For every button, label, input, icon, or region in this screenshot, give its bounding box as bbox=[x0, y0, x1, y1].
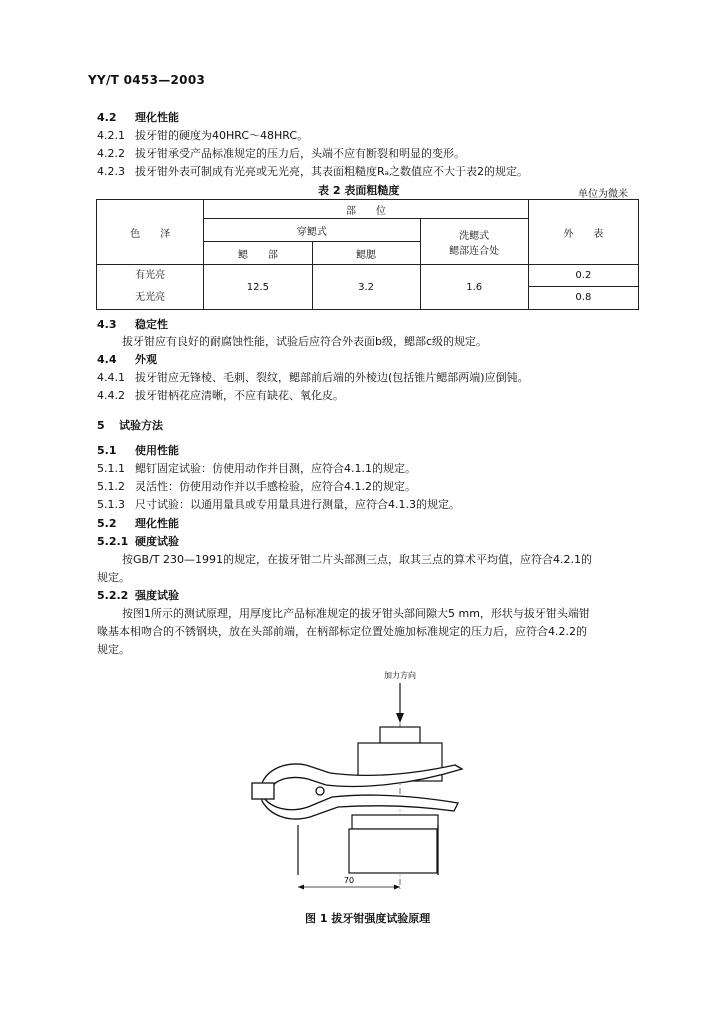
col-color-header: 色 泽 bbox=[97, 200, 204, 265]
col-wash-label: 洗鳃式 bbox=[459, 230, 490, 242]
clause-4-4-2: 4.4.2 拔牙钳柄花应清晰，不应有缺花、氧化皮。 bbox=[97, 389, 344, 402]
section-4-2-heading: 4.2 理化性能 bbox=[97, 111, 179, 124]
table-2-unit: 单位为微米 bbox=[578, 189, 628, 200]
col-wash-header bbox=[420, 219, 528, 265]
col-jaw-header: 鳃 部 bbox=[204, 242, 312, 265]
figure-1-caption: 图 1 拔牙钳强度试验原理 bbox=[305, 912, 431, 925]
dimension-line bbox=[298, 885, 400, 890]
support-base bbox=[349, 829, 437, 873]
forceps-shape bbox=[252, 764, 462, 819]
value-gill: 3.2 bbox=[312, 265, 420, 310]
col-through-header: 穿鳃式 bbox=[204, 219, 420, 242]
value-wash: 1.6 bbox=[420, 265, 528, 310]
section-5-2-1-heading: 5.2.1 硬度试验 bbox=[97, 535, 179, 548]
col-gill-header: 鳃腮 bbox=[312, 242, 420, 265]
section-5-heading: 5 试验方法 bbox=[97, 419, 163, 432]
value-jaw: 12.5 bbox=[204, 265, 312, 310]
dimension-value: 70 bbox=[343, 876, 355, 885]
force-direction-label: 加力方向 bbox=[384, 671, 416, 680]
press-pin bbox=[380, 727, 420, 743]
section-4-3-heading: 4.3 稳定性 bbox=[97, 318, 168, 331]
section-5-2-2-heading: 5.2.2 强度试验 bbox=[97, 589, 179, 602]
value-outer-matte: 0.8 bbox=[575, 292, 592, 303]
section-4-4-heading: 4.4 外观 bbox=[97, 353, 157, 366]
clause-5-1-3: 5.1.3 尺寸试验：以通用量具或专用量具进行测量，应符合4.1.3的规定。 bbox=[97, 498, 460, 511]
outer-values-cell bbox=[528, 265, 638, 310]
col-wash-sub-label: 鳃部连合处 bbox=[449, 245, 500, 257]
col-outer-header: 外 表 bbox=[528, 200, 638, 265]
section-5-2-2-text-3: 规定。 bbox=[97, 643, 130, 656]
section-4-3-text: 拔牙钳应有良好的耐腐蚀性能，试验后应符合外表面b级，鳃部c级的规定。 bbox=[122, 335, 488, 348]
support-plate bbox=[352, 815, 438, 829]
clause-5-1-1: 5.1.1 鳃钉固定试验：仿使用动作并目测，应符合4.1.1的规定。 bbox=[97, 462, 416, 475]
table-2-caption: 表 2 表面粗糙度 bbox=[318, 184, 400, 197]
document-code: YY/T 0453—2003 bbox=[88, 73, 206, 87]
row-matte-label: 无光亮 bbox=[135, 292, 166, 303]
clause-5-1-2: 5.1.2 灵活性：仿使用动作并以手感检验，应符合4.1.2的规定。 bbox=[97, 480, 416, 493]
section-5-2-heading: 5.2 理化性能 bbox=[97, 517, 179, 530]
row-bright-label: 有光亮 bbox=[135, 270, 166, 281]
clause-4-4-1: 4.4.1 拔牙钳应无锋棱、毛刺、裂纹，鳃部前后端的外棱边(包括锥片鳃部两端)应倒钝。 bbox=[97, 371, 529, 384]
clause-4-2-2: 4.2.2 拔牙钳承受产品标准规定的压力后，头端不应有断裂和明显的变形。 bbox=[97, 147, 465, 160]
clause-4-2-3: 4.2.3 拔牙钳外表可制成有光亮或无光亮，其表面粗糙度Rₐ之数值应不大于表2的规定。 bbox=[97, 165, 528, 178]
clause-4-2-1: 4.2.1 拔牙钳的硬度为40HRC～48HRC。 bbox=[97, 129, 309, 142]
section-5-1-heading: 5.1 使用性能 bbox=[97, 444, 179, 457]
value-outer-bright: 0.2 bbox=[529, 265, 638, 287]
row-color-cell bbox=[97, 265, 204, 310]
force-arrow bbox=[396, 683, 404, 723]
roughness-table bbox=[96, 199, 639, 310]
col-part-header: 部 位 bbox=[204, 200, 528, 219]
section-5-2-2-text-1: 按图1所示的测试原理，用厚度比产品标准规定的拔牙钳头部间隙大5 mm，形状与拔牙钳头端钳 bbox=[122, 607, 590, 620]
figure-1-diagram bbox=[240, 665, 470, 905]
section-5-2-1-text-1: 按GB/T 230—1991的规定，在拔牙钳二片头部测三点，取其三点的算术平均值，应符合4.2.1的 bbox=[122, 553, 592, 566]
section-5-2-2-text-2: 喙基本相吻合的不锈钢块，放在头部前端，在柄部标定位置处施加标准规定的压力后，应符合4.2.2的 bbox=[97, 625, 587, 638]
section-5-2-1-text-2: 规定。 bbox=[97, 571, 130, 584]
